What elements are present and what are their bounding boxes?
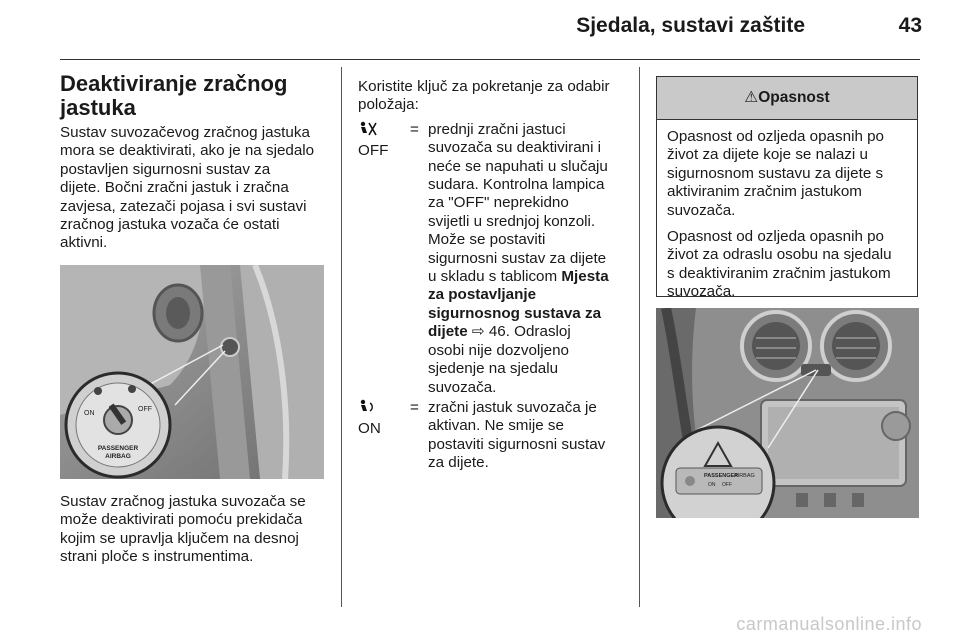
airbag-on-symbol (358, 399, 400, 439)
airbag-on-icon (358, 403, 378, 418)
column-divider-2 (639, 67, 640, 607)
running-header-title: Sjedala, sustavi zaštite (576, 14, 805, 37)
console-on-label: ON (708, 482, 716, 488)
table-reference-link[interactable]: Mjesta (561, 268, 609, 286)
figure-caption: Sustav zračnog jastuka suvozača se može deaktivirati pomoću prekidača kojim se upravlja ključem na desnoj strani ploče s instrumentima. (60, 493, 306, 566)
center-console-illustration (656, 308, 919, 518)
warning-header (657, 77, 917, 120)
middle-column (358, 78, 630, 473)
airbag-off-symbol (358, 121, 400, 161)
airbag-switch-figure (60, 265, 324, 479)
warning-paragraph-1: Opasnost od ozljeda opasnih po život za dijete koje se nalazi u sigurnosnom sustavu za dijete s aktiviranim zračnim jastukom suvozača. (667, 128, 885, 219)
definition-off (358, 121, 630, 397)
warning-title: Opasnost (758, 89, 830, 106)
page-ref-arrow-icon: ⇨ (467, 323, 485, 341)
warning-triangle-icon: ⚠ (744, 89, 759, 106)
header-rule (60, 59, 920, 60)
column-divider-1 (341, 67, 342, 607)
off-label: OFF (358, 142, 389, 160)
airbag-off-icon (358, 125, 378, 140)
left-column (60, 72, 325, 253)
equals-sign-on: = (410, 398, 419, 416)
console-off-label: OFF (722, 482, 732, 488)
section-heading: Deaktiviranje zračnog jastuka (60, 71, 288, 120)
warning-body (657, 120, 917, 302)
switch-text-line2: AIRBAG (105, 453, 131, 460)
intro-paragraph: Sustav suvozačevog zračnog jastuka mora se deaktivirati, ako je na sjedalo postavljen sigurnosni sustav za dijete. Bočni zračni jastuk i zračna zavjesa, zatezači pojasa i svi sustavi zračnog jastuka vozača će ostati aktivni. (60, 124, 315, 252)
console-text-line2: AIRBAG (734, 473, 755, 479)
middle-intro: Koristite ključ za pokretanje za odabir položaja: (358, 78, 610, 114)
switch-on-label: ON (84, 410, 95, 417)
page-number: 43 (898, 14, 922, 37)
equals-sign-off: = (410, 120, 419, 138)
center-console-figure (656, 308, 919, 518)
console-text-line1: PASSENGER (704, 473, 739, 479)
warning-paragraph-2: Opasnost od ozljeda opasnih po život za odraslu osobu na sjedalu s deaktiviranim zračnim jastukom suvozača. (667, 228, 892, 301)
airbag-switch-illustration (60, 265, 324, 479)
footer-watermark: carmanualsonline.info (736, 614, 922, 634)
on-label: ON (358, 420, 381, 438)
switch-text-line1: PASSENGER (97, 445, 139, 452)
off-description: prednji zračni jastuci suvozača su deaktivirani i neće se napuhati u slučaju sudara. Kontrolna lampica za "OFF" neprekidno svijetli u srednjoj konzoli. Može se postaviti sigurnosni sustav za dijete u skladu s tablicom Mjesta za postavljanje sigurnosnog sustava za dijete ⇨ 46. Odrasloj osobi nije dozvoljeno sjedenje na sjedalu suvozača. (428, 120, 609, 396)
warning-box (656, 76, 918, 301)
on-description: zračni jastuk suvozača je aktivan. Ne smije se postaviti sigurnosni sustav za dijete. (428, 398, 606, 472)
definition-on (358, 399, 630, 473)
switch-off-label: OFF (138, 406, 152, 413)
